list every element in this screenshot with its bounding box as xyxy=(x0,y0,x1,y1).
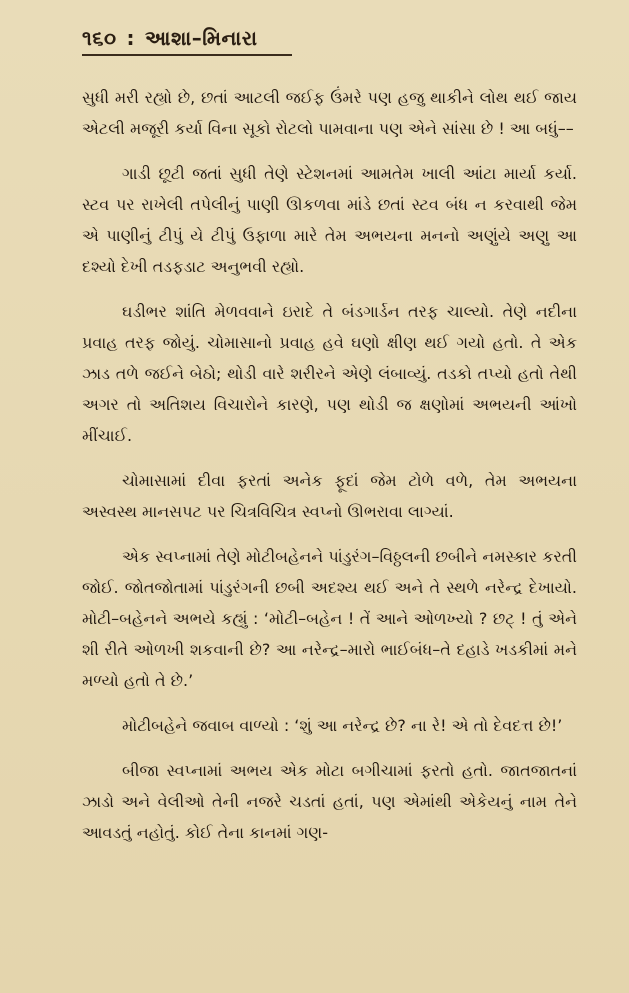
page-header xyxy=(82,26,577,50)
paragraph-2: ગાડી છૂટી જતાં સુધી તેણે સ્ટેશનમાં આમતેમ ખાલી આંટા માર્યા કર્યા. સ્ટવ પર રાખેલી તપેલીનું પાણી ઊકળવા માંડે છતાં સ્ટવ બંધ ન કરવાથી જેમ એ પાણીનું ટીપું યે ટીપું ઉફાળા મારે તેમ અભયના મનનો અણુંયે અણુ આ દશ્યો દેખી તડફડાટ અનુભવી રહ્યો. xyxy=(82,164,577,276)
paragraph-1: સુધી મરી રહ્યો છે, છતાં આટલી જઈફ ઉંમરે પણ હજુ થાકીને લોથ થઈ જાય એટલી મજૂરી કર્યા વિના સૂકો રોટલો પામવાના પણ એને સાંસા છે ! આ બધું–– xyxy=(82,88,577,138)
header-separator: : xyxy=(126,26,136,50)
header-underline xyxy=(82,54,292,56)
book-title: આશા–મિનારા xyxy=(145,26,258,50)
paragraph-6: મોટીબહેને જવાબ વાળ્યો : ‘શું આ નરેન્દ્ર છે? ના રે! એ તો દેવદત્ત છે!’ xyxy=(122,716,563,735)
page-number: ૧૬૦ xyxy=(82,26,117,50)
paragraph-4: ચોમાસામાં દીવા ફરતાં અનેક ફૂદાં જેમ ટોળે વળે, તેમ અભયના અસ્વસ્થ માનસપટ પર ચિત્રવિચિત્ર સ્વપ્નો ઊભરાવા લાગ્યાં. xyxy=(82,471,577,521)
paragraph-7: બીજા સ્વપ્નામાં અભય એક મોટા બગીચામાં ફરતો હતો. જાતજાતનાં ઝાડો અને વેલીઓ તેની નજરે ચડતાં હતાં, પણ એમાંથી એકેયનું નામ તેને આવડતું નહોતું. કોઈ તેના કાનમાં ગણ- xyxy=(82,761,577,842)
paragraph-3: ઘડીભર શાંતિ મેળવવાને ઇરાદે તે બંડગાર્ડન તરફ ચાલ્યો. તેણે નદીના પ્રવાહ તરફ જોયું. ચોમાસાનો પ્રવાહ હવે ઘણો ક્ષીણ થઈ ગયો હતો. તે એક ઝાડ તળે જઈને બેઠો; થોડી વારે શરીરને એણે લંબાવ્યું. તડકો તપ્યો હતો તેથી અગર તો અતિશય વિચારોને કારણે, પણ થોડી જ ક્ષણોમાં અભયની આંખો મીંચાઈ. xyxy=(82,302,577,445)
paragraph-5: એક સ્વપ્નામાં તેણે મોટીબહેનને પાંડુરંગ–વિઠ્ઠલની છબીને નમસ્કાર કરતી જોઈ. જોતજોતામાં પાંડુરંગની છબી અદશ્ય થઈ અને તે સ્થળે નરેન્દ્ર દેખાયો. મોટી–બહેનને અભયે કહ્યું : ‘મોટી–બહેન ! તેં આને ઓળખ્યો ? છટ્ ! તું એને શી રીતે ઓળખી શકવાની છે? આ નરેન્દ્ર–મારો ભાઈબંધ–તે દહાડે ખડકીમાં મને મળ્યો હતો તે છે.’ xyxy=(82,547,577,690)
